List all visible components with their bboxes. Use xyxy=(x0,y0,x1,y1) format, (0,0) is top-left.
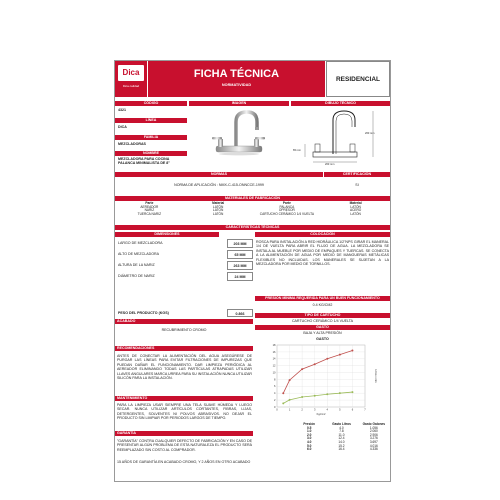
chart-plot-area xyxy=(277,345,365,407)
chart-ytick-label: 4 xyxy=(274,392,276,396)
chart-point xyxy=(282,402,284,404)
table-cell: LATÓN xyxy=(212,211,224,216)
faucet-drawing-icon xyxy=(293,108,388,168)
dim-row-label: ALTURA DE LA NARIZ xyxy=(118,263,155,267)
table-cell: 12.4 xyxy=(338,436,345,441)
codigo-value: 4321 xyxy=(118,108,126,112)
chart-xtick-label: 6 xyxy=(351,408,354,412)
chart-xtick-label: 7 xyxy=(364,408,366,412)
table-cell: LATÓN xyxy=(212,204,224,209)
gasto-table xyxy=(293,423,390,452)
table-cell: 1.056 xyxy=(369,425,378,430)
chart-point xyxy=(282,392,284,394)
chart-point xyxy=(351,350,353,352)
page-title: FICHA TÉCNICA xyxy=(193,68,280,80)
table-cell: 4.0 xyxy=(306,439,312,444)
dim-row-label: ALTO DE MEZCLADORA xyxy=(118,252,160,256)
table-cell: 11.0 xyxy=(338,432,345,437)
normas-text: NORMA DE APLICACIÓN : NMX-C-415-ONNCCE-1999 xyxy=(174,183,264,187)
presion-value: 0.4 KG/CM2 xyxy=(312,303,333,307)
dim-row-label: DIÁMETRO DE NARIZ xyxy=(118,274,155,278)
logo-icon xyxy=(118,65,144,81)
recomendaciones-text: ANTES DE CONECTAR LA ALIMENTACIÓN DEL AGUA ASEGÚRESE DE PURGAR LAS LÍNEAS PARA EVITAR FILTRACIONES DE IMPUREZAS QUE PUEDAN DAÑAR EL FUNCIONAMIENTO. DAR LIMPIEZA PERIÓDICA AL AEREADOR ELIMINANDO TODAS LAS PARTÍCULAS ATRAPADAS UTILIZAR LLAVES ANGULARES MARCA URREA PARA SU INSTALACIÓN NUNCA UTILIZAR SILICÓN PARA LA INSTALACIÓN. xyxy=(117,354,252,381)
table-cell: LATÓN xyxy=(350,211,361,216)
table-row xyxy=(115,213,390,217)
table-cell: 7.8 xyxy=(339,429,344,434)
presion-label: PRESIÓN MÍNIMA REQUERIDA PARA UN BUEN FUNCIONAMIENTO xyxy=(255,296,390,301)
certificacion-value: SI xyxy=(355,183,359,187)
dim-row-value: 24 MM xyxy=(227,272,253,281)
dim-row-label: LARGO DE MEZCLADORA xyxy=(118,241,163,245)
chart-xtick-label: 0 xyxy=(276,408,278,412)
category-label: RESIDENCIAL xyxy=(326,61,390,97)
mantenimiento-label: MANTENIMIENTO xyxy=(115,396,253,401)
technical-drawing xyxy=(293,108,388,168)
chart-point xyxy=(314,395,316,397)
chart-xtick-label: 2 xyxy=(301,408,303,412)
table-cell: 4.336 xyxy=(369,447,378,452)
familia-value: MEZCLADORAS xyxy=(118,142,146,146)
product-image xyxy=(191,108,287,168)
chart-xtick-label: 1 xyxy=(288,408,291,412)
linea-value: DICA xyxy=(118,125,127,129)
dim-base-label: 65 mm xyxy=(293,149,301,152)
chart-xtick-label: 5 xyxy=(339,408,341,412)
imagen-label: IMAGEN xyxy=(189,101,289,106)
gasto-value: BAJA Y ALTA PRESIÓN xyxy=(303,331,342,335)
garantia-years: 15 AÑOS DE GARANTÍA EN ACABADO CROMO, Y 2 AÑOS EN OTRO ACABADO xyxy=(117,460,251,464)
chart-ytick-label: 2 xyxy=(274,399,276,403)
spec-sheet xyxy=(114,60,391,482)
recomendaciones-label: RECOMENDACIONES xyxy=(115,346,253,351)
brand-logo-box xyxy=(115,61,147,97)
dim-row-value: 65 MM xyxy=(227,250,253,259)
colocacion-text: ROSCA PARA INSTALACIÓN A RED HIDRÁULICA 1/2"NPS GIRAR EL MANERAL 1/4 DE VUELTA PARA ABRIR EL FLUJO DE AGUA. LA MEZCLADORA SE INSTALA AL MUEBLE POR MEDIO DE EMPAQUES Y TUERCAS. SE CONECTA A LA ALIMENTACIÓN DE AGUA POR MEDIO DE MANGUERAS METÁLICAS FLEXIBLES NO INCLUIDAS. LOS MANERALES SE SUJETAN A LA MEZCLADORA POR MEDIO DE TORNILLOS. xyxy=(256,240,389,267)
chart-point xyxy=(289,379,291,381)
materiales-header-cell: Parte xyxy=(282,201,291,205)
garantia-text: "GARANTÍA" CONTRA CUALQUIER DEFECTO DE FABRICACIÓN Y EN CASO DE PRESENTAR ALGÚN PROBLEMA DE ESTA NATURALEZA EL PRODUCTO SERÁ REEMPLAZADO SIN COSTO AL COMPRADOR. xyxy=(117,439,252,452)
acabado-label: ACABADO xyxy=(115,319,253,324)
chart-point xyxy=(289,399,291,401)
chart-point xyxy=(351,391,353,393)
chart-point xyxy=(301,368,303,370)
mantenimiento-text: PARA LA LIMPIEZA USAR SIEMPRE UNA TELA SUAVE HÚMEDA Y LUEGO SECAR. NUNCA UTILIZAR ARTÍCULOS CORTANTES, FIBRAS, LIJAS, DETERGENTES, SOLVENTES NI POLVOS ABRASIVOS. NO DEJAR EL PRODUCTO SIN LIMPIAR POR PERIODOS LARGOS DE TIEMPO. xyxy=(117,403,252,421)
table-cell: OPRESOR xyxy=(278,208,295,213)
table-cell: 3.0 xyxy=(306,436,312,441)
dibujo-label: DIBUJO TÉCNICO xyxy=(291,101,390,106)
garantia-label: GARANTÍA xyxy=(115,431,253,436)
table-cell: 4.016 xyxy=(369,443,378,448)
table-cell: ACERO xyxy=(349,208,362,213)
chart-ytick-label: 6 xyxy=(274,385,276,389)
normas-label: NORMAS xyxy=(115,172,323,177)
cartucho-value: CARTUCHO CERÁMICO 1/4 VUELTA xyxy=(291,319,354,323)
table-cell: 6.0 xyxy=(306,447,312,452)
chart-grid xyxy=(277,345,365,407)
chart-ytick-label: 10 xyxy=(272,371,276,375)
table-row xyxy=(293,448,390,452)
table-cell: 2.060 xyxy=(369,429,378,434)
nombre-value: MEZCLADORA PARA COCINA PALANCA MINIMALISTA DE 8" xyxy=(118,157,171,166)
chart-point xyxy=(326,393,328,395)
familia-label: FAMILIA xyxy=(115,135,187,140)
brand-logo-text: Dica xyxy=(122,68,140,77)
materiales-table xyxy=(115,202,390,216)
dim-length-label: 203 mm xyxy=(325,163,335,166)
title-box xyxy=(148,61,325,97)
gasto-chart xyxy=(255,341,390,421)
dim-row-value: 263 MM xyxy=(227,261,253,270)
gasto-rows xyxy=(293,427,390,452)
table-cell: 15.2 xyxy=(338,443,345,448)
table-cell: TUERCA NARIZ xyxy=(137,211,162,216)
chart-ytick-label: 14 xyxy=(272,357,276,361)
colocacion-label: COLOCACIÓN xyxy=(255,232,390,237)
gasto-label: GASTO xyxy=(255,325,390,330)
table-cell: AEREADOR xyxy=(140,204,159,209)
chart-title: GASTO xyxy=(316,337,329,341)
chart-ytick-label: 0 xyxy=(274,405,276,409)
materiales-header-cell: Material xyxy=(212,201,225,205)
table-cell: 3.276 xyxy=(369,436,378,441)
brand-subtitle: Dica calidad xyxy=(122,84,140,88)
chart-ytick-label: 8 xyxy=(274,378,276,382)
table-cell: CARTUCHO CERÁMICO 1/4 VUELTA xyxy=(259,211,314,216)
chart-ytick-label: 16 xyxy=(272,350,276,354)
nombre-label: NOMBRE xyxy=(115,151,187,156)
gasto-header-cell: Presión xyxy=(303,422,316,426)
table-cell: 0.5 xyxy=(306,425,312,430)
peso-value: 0.866 xyxy=(227,309,253,317)
table-cell: 14.0 xyxy=(338,439,345,444)
peso-label: PESO DEL PRODUCTO (KGS) xyxy=(118,311,169,315)
chart-point xyxy=(339,392,341,394)
chart-ytick-label: 12 xyxy=(272,364,276,368)
chart-point xyxy=(326,358,328,360)
materiales-header-cell: Parte xyxy=(145,201,154,205)
linea-label: LÍNEA xyxy=(115,118,187,123)
codigo-label: CÓDIGO xyxy=(115,101,187,106)
chart-ylabel: Litros x min xyxy=(374,369,377,383)
chart-xlabel: Kg/cm2 xyxy=(316,413,326,416)
dimensiones-label: DIMENSIONES xyxy=(115,232,219,237)
table-cell: 5.0 xyxy=(306,443,312,448)
chart-ytick-label: 18 xyxy=(272,343,276,347)
table-cell: PALANCA xyxy=(279,204,295,209)
gasto-header-cell: Gasto Litros xyxy=(332,422,351,426)
chart-point xyxy=(339,354,341,356)
table-cell: 1.0 xyxy=(306,429,312,434)
cartucho-label: TIPO DE CARTUCHO xyxy=(255,313,390,318)
dim-row-value: 203 MM xyxy=(227,239,253,248)
table-cell: NARIZ xyxy=(144,208,155,213)
gasto-header-cell: Gasto Galones xyxy=(362,422,386,426)
caracteristicas-label: CARACTERÍSTICAS TÉCNICAS xyxy=(115,225,390,230)
faucet-photo-icon xyxy=(191,108,287,168)
table-cell: LATÓN xyxy=(212,208,224,213)
table-cell: 4.0 xyxy=(339,425,344,430)
chart-xtick-label: 4 xyxy=(326,408,329,412)
dim-height-label: 263 mm xyxy=(365,132,375,135)
page-subtitle: NORMATIVIDAD xyxy=(221,83,252,87)
table-cell: 3.697 xyxy=(369,439,378,444)
table-cell: LATÓN xyxy=(350,204,361,209)
certificacion-label: CERTIFICACIÓN xyxy=(324,172,390,177)
table-cell: 16.4 xyxy=(338,447,345,452)
materiales-header-cell: Material xyxy=(349,201,362,205)
table-cell: 2.0 xyxy=(306,432,312,437)
chart-point xyxy=(301,396,303,398)
chart-point xyxy=(314,363,316,365)
table-cell: 2.906 xyxy=(369,432,378,437)
acabado-value: RECUBRIMIENTO CROMO xyxy=(161,328,207,332)
materiales-label: MATERIALES DE FABRICACIÓN xyxy=(115,196,390,201)
chart-xtick-label: 3 xyxy=(313,408,316,412)
